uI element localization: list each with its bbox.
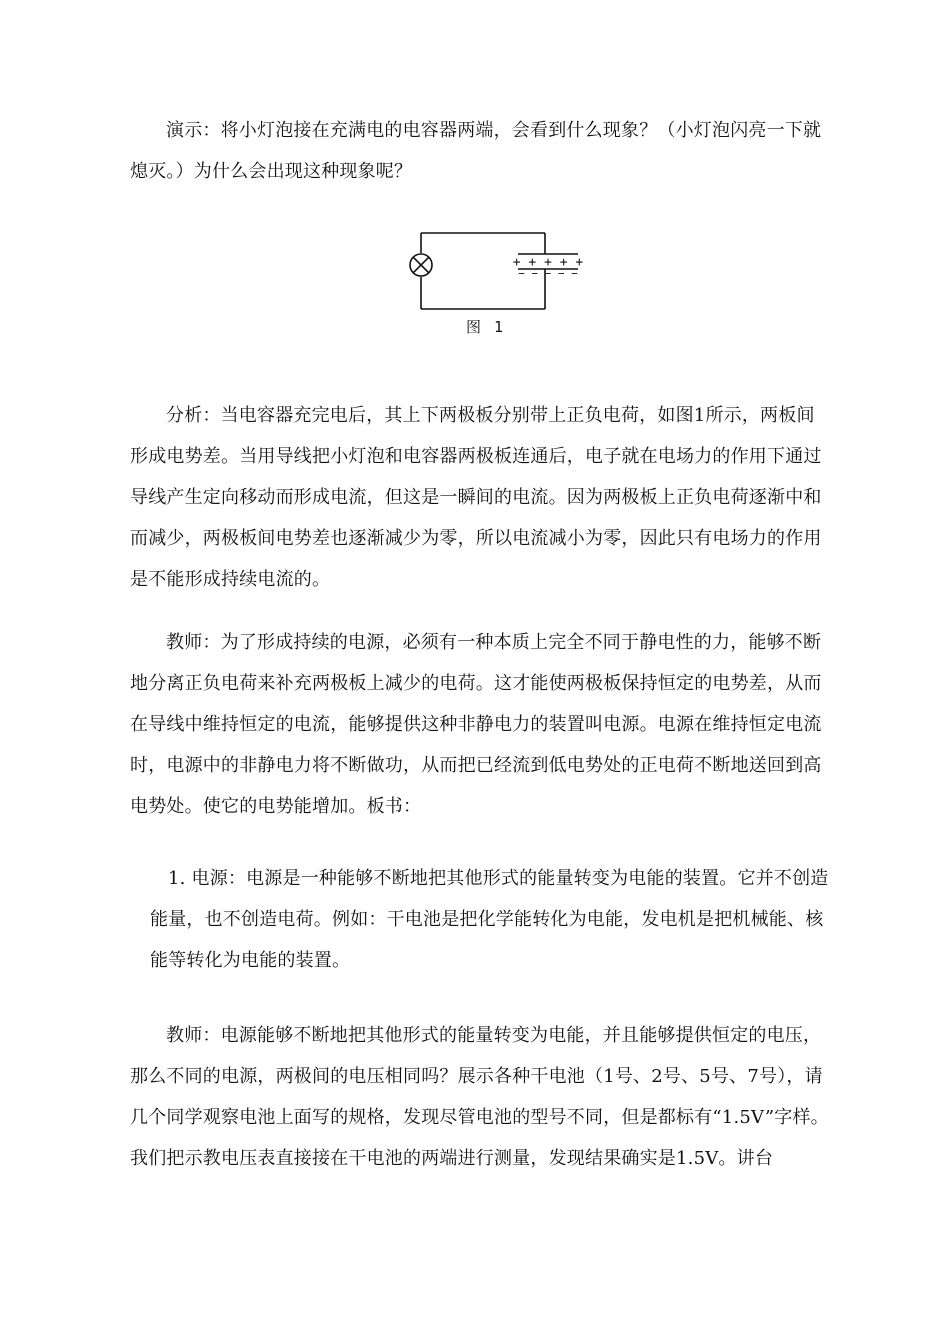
paragraph-demo: 演示：将小灯泡接在充满电的电容器两端，会看到什么现象？（小灯泡闪亮一下就熄灭。）为什么会出现这种现象呢？ bbox=[130, 120, 822, 182]
list-item-power-source: 1. 电源：电源是一种能够不断地把其他形式的能量转变为电能的装置。它并不创造能量，也不创造电荷。例如：干电池是把化学能转化为电能，发电机是把机械能、核能等转化为电能的装置。 bbox=[150, 868, 829, 971]
paragraph-analysis: 分析：当电容器充完电后，其上下两极板分别带上正负电荷，如图1所示，两板间形成电势差。当用导线把小灯泡和电容器两极板连通后，电子就在电场力的作用下通过导线产生定向移动而形成电流，但这是一瞬间的电流。因为两极板上正负电荷逐渐中和而减少，两极板间电势差也逐渐减少为零，所以电流减小为零，因此只有电场力的作用是不能形成持续电流的。 bbox=[130, 405, 822, 590]
negative-charges: − − − − − bbox=[518, 267, 578, 280]
paragraph-teacher-2: 教师：电源能够不断地把其他形式的能量转变为电能，并且能够提供恒定的电压，那么不同的电源，两极间的电压相同吗？展示各种干电池（1号、2号、5号、7号），请几个同学观察电池上面写的规格，发现尽管电池的型号不同，但是都标有“1.5V”字样。我们把示教电压表直接接在干电池的两端进行测量，发现结果确实是1.5V。讲台 bbox=[130, 1025, 829, 1169]
positive-charges: + + + + + bbox=[512, 255, 584, 270]
paragraph-teacher-1: 教师：为了形成持续的电源，必须有一种本质上完全不同于静电性的力，能够不断地分离正负电荷来补充两极板上减少的电荷。这才能使两极板保持恒定的电势差，从而在导线中维持恒定的电流，能够提供这种非静电力的装置叫电源。电源在维持恒定电流时，电源中的非静电力将不断做功，从而把已经流到低电势处的正电荷不断地送回到高电势处。使它的电势能增加。板书： bbox=[130, 632, 822, 817]
figure-caption: 图 1 bbox=[466, 318, 506, 336]
